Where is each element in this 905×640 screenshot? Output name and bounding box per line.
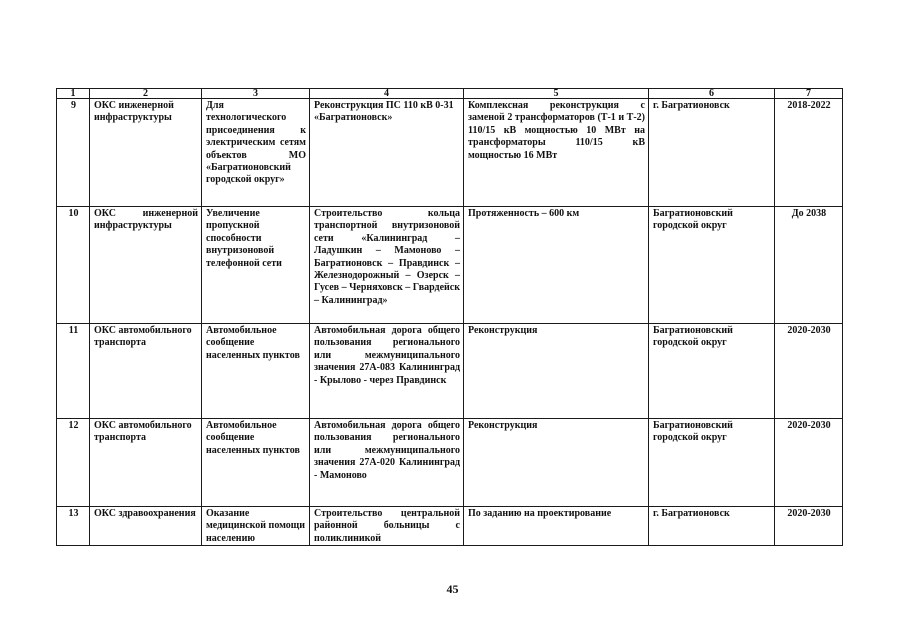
location-cell: Багратионовский городской округ <box>649 419 775 507</box>
characteristics-cell: Комплексная реконструкция с заменой 2 трансформаторов (Т-1 и Т-2) 110/15 кВ мощностью 10 МВт на трансформаторы 110/15 кВ мощностью 16 МВт <box>464 99 649 207</box>
page-number: 45 <box>446 582 459 596</box>
header-cell: 4 <box>310 89 464 99</box>
row-number: 12 <box>57 419 90 507</box>
table-row <box>57 507 843 546</box>
characteristics-cell: Реконструкция <box>464 324 649 419</box>
table-row <box>57 207 843 324</box>
period-cell: 2020-2030 <box>775 507 843 546</box>
object-name-cell: Автомобильная дорога общего пользования регионального или межмуниципального значения 27А-083 Калининград - Крылово - через Правдинск <box>310 324 464 419</box>
object-type-cell: ОКС здравоохранения <box>90 507 202 546</box>
header-cell: 7 <box>775 89 843 99</box>
period-cell: 2018-2022 <box>775 99 843 207</box>
purpose-cell: Оказание медицинской помощи населению <box>202 507 310 546</box>
purpose-cell: Увеличение пропускной способности внутризоновой телефонной сети <box>202 207 310 324</box>
location-cell: г. Багратионовск <box>649 99 775 207</box>
purpose-cell: Автомобильное сообщение населенных пунктов <box>202 324 310 419</box>
characteristics-cell: Реконструкция <box>464 419 649 507</box>
period-cell: 2020-2030 <box>775 419 843 507</box>
object-type-cell: ОКС автомобильного транспорта <box>90 324 202 419</box>
period-cell: 2020-2030 <box>775 324 843 419</box>
header-cell: 1 <box>57 89 90 99</box>
row-number: 13 <box>57 507 90 546</box>
object-type-cell: ОКС автомобильного транспорта <box>90 419 202 507</box>
object-name-cell: Строительство кольца транспортной внутризоновой сети «Калининград – Ладушкин – Мамоново – Багратионовск – Правдинск – Железнодорожный – Озерск – Гусев – Черняховск – Гвардейск – Калининград» <box>310 207 464 324</box>
table-row <box>57 419 843 507</box>
header-cell: 2 <box>90 89 202 99</box>
purpose-cell: Для технологического присоединения к электрическим сетям объектов МО «Багратионовский городской округ» <box>202 99 310 207</box>
objects-table <box>56 88 843 546</box>
header-cell: 3 <box>202 89 310 99</box>
object-type-cell: ОКС инженерной инфраструктуры <box>90 99 202 207</box>
header-cell: 6 <box>649 89 775 99</box>
purpose-cell: Автомобильное сообщение населенных пунктов <box>202 419 310 507</box>
location-cell: Багратионовский городской округ <box>649 324 775 419</box>
object-type-cell: ОКС инженерной инфраструктуры <box>90 207 202 324</box>
header-row <box>57 89 843 99</box>
header-cell: 5 <box>464 89 649 99</box>
object-name-cell: Автомобильная дорога общего пользования регионального или межмуниципального значения 27А-020 Калининград - Мамоново <box>310 419 464 507</box>
row-number: 11 <box>57 324 90 419</box>
characteristics-cell: По заданию на проектирование <box>464 507 649 546</box>
row-number: 9 <box>57 99 90 207</box>
table-row <box>57 99 843 207</box>
object-name-cell: Строительство центральной районной больницы с поликлиникой <box>310 507 464 546</box>
period-cell: До 2038 <box>775 207 843 324</box>
object-name-cell: Реконструкция ПС 110 кВ 0-31 «Багратионовск» <box>310 99 464 207</box>
characteristics-cell: Протяженность – 600 км <box>464 207 649 324</box>
table-row <box>57 324 843 419</box>
location-cell: г. Багратионовск <box>649 507 775 546</box>
row-number: 10 <box>57 207 90 324</box>
location-cell: Багратионовский городской округ <box>649 207 775 324</box>
